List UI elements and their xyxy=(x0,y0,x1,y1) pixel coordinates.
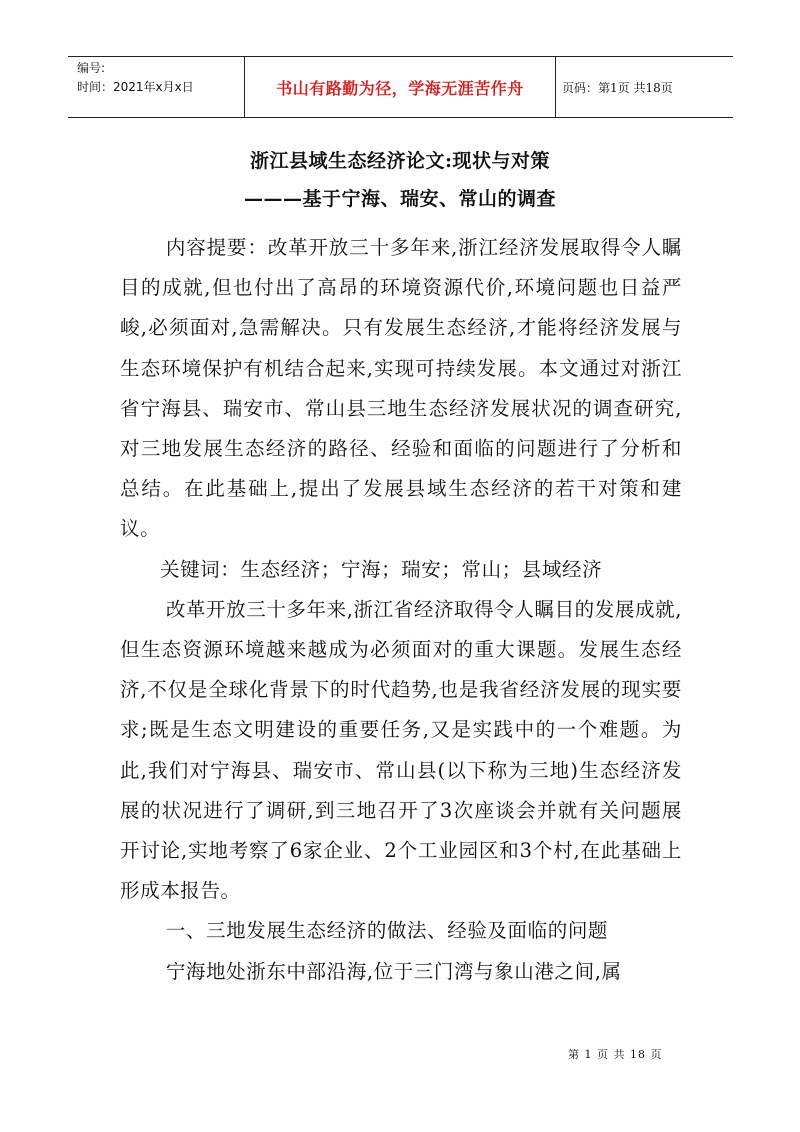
document-title: 浙江县域生态经济论文:现状与对策 xyxy=(249,150,550,172)
header-meta xyxy=(68,57,244,117)
header-motto: 书山有路勤为径，学海无涯苦作舟 xyxy=(244,57,556,117)
page-footer: 第 1 页 共 18 页 xyxy=(568,1048,663,1061)
section-paragraph: 宁海地处浙东中部沿海,位于三门湾与象山港之间,属 xyxy=(165,959,622,983)
document-body xyxy=(120,228,682,992)
header-page-info: 页码：第1页 共18页 xyxy=(562,80,673,95)
keywords-paragraph: 关键词：生态经济；宁海；瑞安；常山；县域经济 xyxy=(159,557,603,581)
section-heading: 一、三地发展生态经济的做法、经验及面临的问题 xyxy=(165,919,609,943)
time-label: 时间：2021年x月x日 xyxy=(77,80,194,94)
document-header xyxy=(68,56,733,118)
document-subtitle: ———基于宁海、瑞安、常山的调查 xyxy=(243,188,556,210)
intro-paragraph: 改革开放三十多年来,浙江省经济取得令人瞩目的发展成就,但生态资源环境越来越成为必须面对的重大课题。发展生态经济,不仅是全球化背景下的时代趋势,也是我省经济发展的现实要求;既是生态文明建设的重要任务,又是实践中的一个难题。为此,我们对宁海县、瑞安市、常山县(以下称为三地)生态经济发展的状况进行了调研,到三地召开了3次座谈会并就有关问题展开讨论,实地考察了6家企业、2个工业园区和3个村,在此基础上形成本报告。 xyxy=(120,597,682,903)
abstract-paragraph: 内容提要：改革开放三十多年来,浙江经济发展取得令人瞩目的成就,但也付出了高昂的环境资源代价,环境问题也日益严峻,必须面对,急需解决。只有发展生态经济,才能将经济发展与生态环境保护有机结合起来,实现可持续发展。本文通过对浙江省宁海县、瑞安市、常山县三地生态经济发展状况的调查研究,对三地发展生态经济的路径、经验和面临的问题进行了分析和总结。在此基础上,提出了发展县域生态经济的若干对策和建议。 xyxy=(120,236,682,541)
serial-label: 编号: xyxy=(77,61,106,75)
